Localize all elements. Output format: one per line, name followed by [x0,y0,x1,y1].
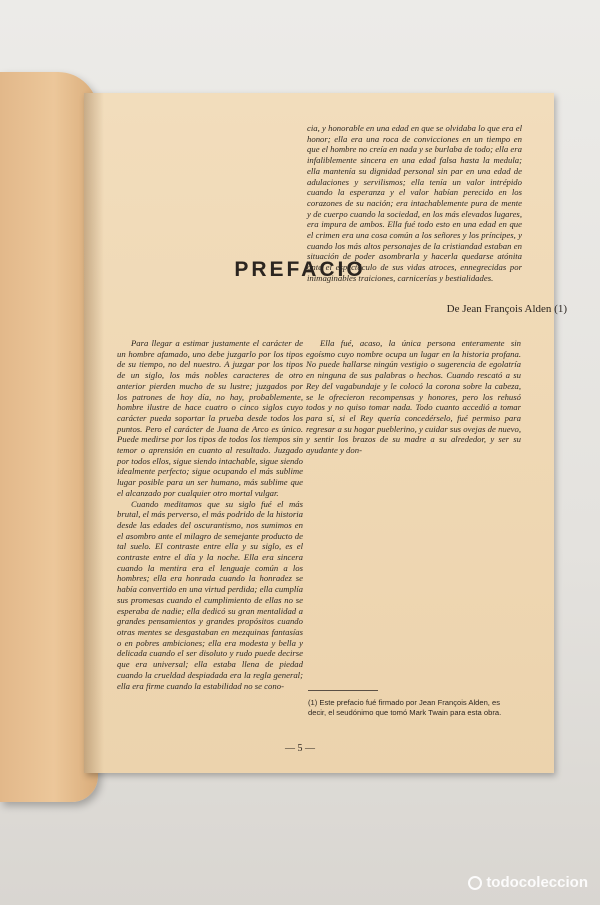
left-column [117,338,303,691]
page-title: PREFACIO [234,258,366,281]
right-column [306,338,521,456]
watermark-logo [468,874,588,891]
left-paragraph-1: Para llegar a estimar justamente el carácter de un hombre afamado, uno debe juzgarlo por los tipos de su tiempo, no del nuestro. A juzgar por los tipos de un siglo, los más nobles caracteres de otro anterior pierden mucho de su lustre; juzgados por los patrones de hoy día, no hay, probablemente, hombre ilustre de hace cuatro o cinco siglos cuyo carácter pueda soportar la prueba desde todos los puntos. Pero el carácter de Juana de Arco es único. Puede medirse por los tipos de todos los tiempos sin temor o aprensión en cuanto al resultado. Juzgado por todos ellos, sigue siendo intachable, sigue siendo idealmente perfecto; sigue ocupando el más sublime lugar posible para un ser humano, más sublime que el alcanzado por cualquier otro mortal vulgar. [117,338,303,498]
top-right-paragraph: cia, y honorable en una edad en que se olvidaba lo que era el honor; ella era una roca de convicciones en un tiempo en que el hombre no creía en nada y se burlaba de todo; ella era infaliblemente sincera en una edad falsa hasta la medula; ella mantenía su dignidad personal sin par en una edad de adulaciones y servilismos; ella tenía un valor intrépido cuando la esperanza y el valor habían perecido en los corazones de su nación; era intachablemente pura de mente y de cuerpo cuando la sociedad, en los más elevados lugares, era impura de ambos. Ella fué todo esto en una edad en que el crimen era una cosa común a los señores y los príncipes, y cuando los más altos personajes de la cristiandad estaban en situación de poder asombrarla y hacerla quedarse atónita ante el espectáculo de sus vidas atroces, ennegrecidas por inimaginables traiciones, carnicerías y bestialidades. [307,123,522,283]
footnote-rule [308,690,378,691]
footnote: (1) Este prefacio fué firmado por Jean François Alden, es decir, el seudónimo que tomó Mark Twain para esta obra. [308,698,502,717]
byline: De Jean François Alden (1) [446,303,567,315]
left-paragraph-2: Cuando meditamos que su siglo fué el más brutal, el más perverso, el más podrido de la historia desde las edades del oscurantismo, nos sumimos en el asombro ante el milagro de semejante producto de tal suelo. El contraste entre ella y su siglo, es el contraste entre el día y la noche. Ella era sincera cuando la mentira era el lenguaje común a los hombres; ella era honrada cuando la honradez se había convertido en una virtud perdida; ella cumplía sus promesas cuando el cumplimiento de ellas no se esperaba de nadie; ella dedicó su gran mentalidad a grandes pensamientos y grandes propósitos cuando otras mentes se desgastaban en mezquinas fantasías o en pobres ambiciones; ella era modesta y bella y delicada cuando el ser disoluto y rudo puede decirse que era universal; ella estaba llena de piedad cuando la crueldad despiadada era la regla general; ella era firme cuando la estabilidad no se cono- [117,498,303,691]
right-paragraph: Ella fué, acaso, la única persona enteramente sin egoísmo cuyo nombre ocupa un lugar en la historia profana. No puede hallarse ningún vestigio o sugerencia de egolatría en ninguna de sus palabras o hechos. Cuando rescató a su Rey del vagabundaje y le colocó la corona sobre la cabeza, se le ofrecieron recompensas y honores, pero los rehusó todos y no quiso tomar nada. Todo cuanto accedió a tomar para sí, si el Rey quería concedérselo, fué permiso para regresar a su hogar pueblerino, y cuidar sus ovejas de nuevo, y sentir los brazos de su madre a su alrededor, y ser su ayudante y don- [306,338,521,456]
watermark-text: todocoleccion [486,874,588,891]
page-number: — 5 — [285,743,315,754]
spine-shadow [84,93,104,773]
watermark-circle-icon [468,876,482,890]
